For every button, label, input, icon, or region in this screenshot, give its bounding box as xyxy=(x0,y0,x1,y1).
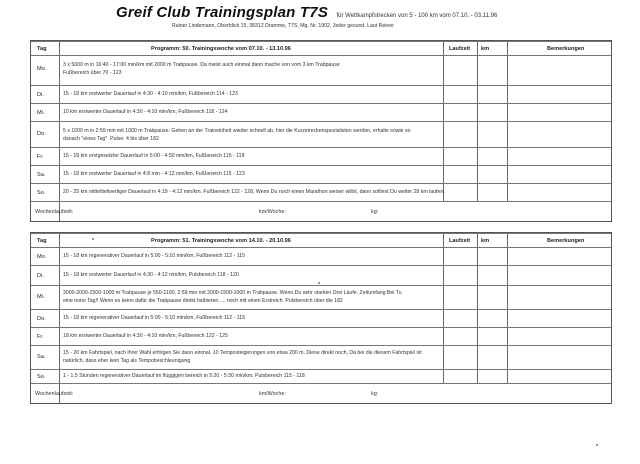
col-tag: Tag xyxy=(37,46,47,52)
program-text: 20 - 25 km mitteltiefwertiger Dauerlauf in 4:19 - 4:12 min/km, Fußbereich 122 - 128, Wenn Du noch einen Marathon weiser willst, dann solltest Du weiter 28 km laufen. xyxy=(63,189,445,195)
table-footer-row xyxy=(31,201,611,223)
day-label: Di. xyxy=(37,273,44,279)
table-row xyxy=(31,369,611,383)
table-row xyxy=(31,309,611,327)
program-text: 15 - 18 km erstwerter Dauerlauf in 4:8 min - 4:12 min/km, Fußbereich 115 - 123 xyxy=(63,171,245,177)
table-footer-row xyxy=(31,383,611,405)
footer-kg: kg: xyxy=(371,391,379,397)
table-row xyxy=(31,85,611,103)
program-text-2: Fußbereich über 70 - 123 xyxy=(63,70,122,76)
week1-table xyxy=(30,40,612,222)
col-km: km xyxy=(481,238,490,244)
program-text-2: danach "eines Tag". Pulse: 4 bis über 182 xyxy=(63,136,159,142)
table-row xyxy=(31,183,611,201)
program-text: 15 - 18 km erstgesetzter Dauerlauf in 5:00 - 4:50 min/km, Fußbereich 115 - 118 xyxy=(63,153,245,159)
day-label: Sa. xyxy=(37,172,46,178)
day-label: Mi. xyxy=(37,110,45,116)
program-text: 15 - 18 km erstwerter Dauerlauf in 4:30 - 4:12 min/km, Pulsbereich 118 - 120 xyxy=(63,272,239,278)
day-label: Mo. xyxy=(37,66,47,72)
program-text: 1 - 1,5 Stunden regenerativer Dauerlauf im flüggigen bereich in 5:20 - 5:30 min/km, Pulsbereich 115 - 118 xyxy=(63,373,305,379)
scan-speck xyxy=(92,238,94,240)
title-main: Greif Club Trainingsplan T7S xyxy=(116,4,329,21)
day-label: So. xyxy=(37,374,46,380)
program-text: 15 - 18 km regenerativer Dauerlauf in 5:00 - 5:10 min/km, Fußbereich 112 - 115 xyxy=(63,315,246,321)
footer-kg: kg: xyxy=(371,209,379,215)
col-km: km xyxy=(481,46,490,52)
day-label: Fr. xyxy=(37,154,44,160)
col-laufzeit: Laufzeit xyxy=(449,46,471,52)
col-program: Programm: 50. Trainingswoche vom 07.10. - 13.10.96 xyxy=(151,46,291,52)
col-bemerkungen: Bemerkungen xyxy=(547,46,585,52)
col-tag: Tag xyxy=(37,238,47,244)
table-row xyxy=(31,55,611,85)
program-text: 3000-2000-1500-1000 m Trabpause je 550-1100, 2:59 min mit 2000-1500-1000 m Trabpause. Wenn Du sehr starken Drei Läufe, Zeitumfang Bei Tu xyxy=(63,290,402,296)
table-row xyxy=(31,103,611,121)
day-label: Fr. xyxy=(37,334,44,340)
footer-wochenlaufzeit: Wochenlaufzeit: xyxy=(35,391,74,397)
day-label: Sa. xyxy=(37,354,46,360)
document-title xyxy=(116,4,497,22)
table-row xyxy=(31,265,611,285)
col-bemerkungen: Bemerkungen xyxy=(547,238,585,244)
footer-wochenlaufzeit: Wochenlaufzeit: xyxy=(35,209,74,215)
table-row xyxy=(31,327,611,345)
program-text: 3 x 5000 m in 16:40 - 17:00 min/km mit 2000 m Trabpause. Da meist auch einmal dann mache von vom 3 km Trabpause xyxy=(63,62,340,68)
day-label: Do. xyxy=(37,316,46,322)
footer-km-woche: km/Woche: xyxy=(259,209,286,215)
title-subtitle: für Wettkampfstrecken von 5 - 100 km vom 07.10. - 03.11.96 xyxy=(336,13,498,19)
program-text: 5 x 1000 m in 2:59 min mit 1000 m Trabpause. Gehen an der Traineinheit wieder schnell ab, hier die Kurzstreckenspezialisten werden, erhalte sowie so xyxy=(63,128,411,134)
table-row xyxy=(31,247,611,265)
table-row xyxy=(31,147,611,165)
scan-speck xyxy=(318,282,320,284)
table-header-row xyxy=(31,41,611,55)
week2-table xyxy=(30,232,612,404)
day-label: Mo. xyxy=(37,254,47,260)
day-label: So. xyxy=(37,190,46,196)
author-line: Rainer Lindemann, Oberblick 15, 38312 Dramme, T7S, Mg. Nr. 1902, Jeder gesund, Laut Reiner xyxy=(172,23,394,29)
table-row xyxy=(31,121,611,147)
program-text: 15 - 20 km Fahrtspiel, nach Ihrer Wahl erfolgen Sie dann einmal, 10 Temposteigerungen von etwa 200 m. Diese direkt noch, Da bei die diesem Fahrtspiel ist xyxy=(63,350,422,356)
footer-km-woche: km/Woche: xyxy=(259,391,286,397)
program-text: 10 km erstwerter Dauerlauf in 4:30 - 4:10 min/km, Fußbereich 118 - 124 xyxy=(63,109,228,115)
day-label: Di. xyxy=(37,92,44,98)
program-text: 15 - 18 km regenerativer Dauerlauf in 5:00 - 5:10 min/km, Fußbereich 112 - 115 xyxy=(63,253,246,259)
program-text-2: eine nono Tag!! Wenn es keins dafür die Trabpause direkt halbieren. ... noch mit einen Erstreich. Pulsbereich über die 182 xyxy=(63,298,343,304)
program-text-2: natürlich, dass eher kein Tag als Tempobeschleunigung xyxy=(63,358,191,364)
program-text: 15 - 18 km erstwerter Dauerlauf in 4:30 - 4:10 min/km, Fußbereich 114 - 123 xyxy=(63,91,238,97)
table-row xyxy=(31,285,611,309)
table-row xyxy=(31,165,611,183)
table-header-row xyxy=(31,233,611,247)
day-label: Do. xyxy=(37,131,46,137)
program-text: 18 km erstwerter Dauerlauf in 4:30 - 4:10 min/km, Fußbereich 122 - 125 xyxy=(63,333,228,339)
col-program: Programm: 51. Trainingswoche vom 14.10. - 20.10.96 xyxy=(151,238,291,244)
col-laufzeit: Laufzeit xyxy=(449,238,471,244)
day-label: Mi. xyxy=(37,294,45,300)
scan-speck xyxy=(596,444,598,446)
table-row xyxy=(31,345,611,369)
